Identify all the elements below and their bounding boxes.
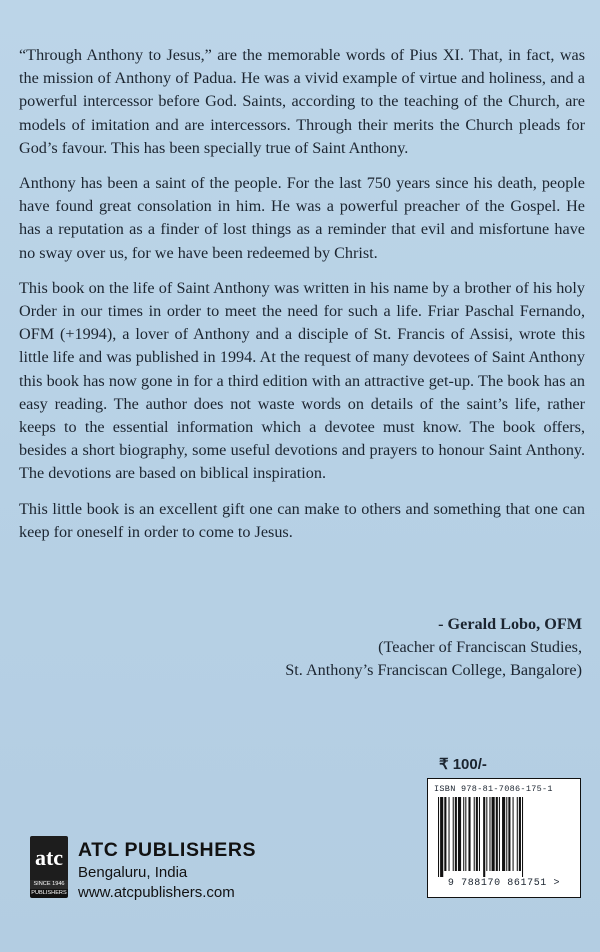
- isbn-barcode: [427, 778, 581, 898]
- signature-title-line-1: (Teacher of Franciscan Studies,: [378, 638, 582, 656]
- barcode-bar: [517, 797, 518, 871]
- paragraph-3: This book on the life of Saint Anthony was written in his name by a brother of his holy Order in our times in order to meet the need for such a life. Friar Paschal Fernando, OFM (+1994), a lover of Anthony and a disciple of St. Francis of Assisi, wrote this little life and was published in 1994. At the request of many devotees of Saint Anthony this book has now gone in for a third edition with an attractive get-up. The book has an easy reading. The author does not waste words on details of the saint’s life, rather keeps to the essential information which a devotee must know. The book offers, besides a short biography, some useful devotions and prayers to honour Saint Anthony. The devotions are based on biblical inspiration.: [19, 278, 585, 483]
- logo-publishers: PUBLISHERS: [31, 890, 67, 896]
- signature-title-line-2: St. Anthony’s Franciscan College, Bangalore): [285, 661, 582, 679]
- barcode-bar: [483, 797, 485, 877]
- barcode-bar: [479, 797, 480, 871]
- paragraph-4: This little book is an excellent gift one can make to others and something that one can keep for oneself in order to come to Jesus.: [19, 499, 585, 541]
- barcode-bar: [506, 797, 507, 871]
- barcode-bar: [499, 797, 500, 871]
- barcode-bar: [476, 797, 478, 871]
- barcode-digits: 9 788170 861751 >: [447, 878, 561, 889]
- barcode-bar: [496, 797, 498, 871]
- barcode-bar: [463, 797, 464, 871]
- barcode-bar: [502, 797, 505, 871]
- paragraph-1: “Through Anthony to Jesus,” are the memorable words of Pius XI. That, in fact, was the mission of Anthony of Padua. He was a vivid example of virtue and holiness, and a powerful intercessor before God. Saints, according to the teaching of the Church, are models of imitation and are intercessors. Through their merits the Church pleads for God’s favour. This has been specially true of Saint Anthony.: [19, 46, 585, 157]
- publisher-name: ATC PUBLISHERS: [78, 839, 257, 861]
- signature-name: - Gerald Lobo, OFM: [438, 615, 582, 633]
- barcode-bar: [444, 797, 446, 871]
- logo-mark: atc: [30, 836, 68, 880]
- barcode-bar: [465, 797, 466, 871]
- barcode-bar: [508, 797, 510, 871]
- barcode-bar: [474, 797, 475, 871]
- barcode-bar: [492, 797, 495, 871]
- publisher-logo: [30, 836, 68, 898]
- signature-block: [285, 613, 582, 682]
- barcode-bar: [513, 797, 514, 871]
- publisher-info: [78, 838, 256, 903]
- blurb-text: [19, 44, 585, 556]
- barcode-bar: [455, 797, 457, 871]
- barcode-bar: [468, 797, 470, 871]
- barcode-bar: [453, 797, 454, 871]
- barcode-bar: [438, 797, 439, 877]
- isbn-number: ISBN 978-81-7086-175-1: [434, 784, 553, 794]
- barcode-bar: [522, 797, 523, 877]
- paragraph-2: Anthony has been a saint of the people. For the last 750 years since his death, people have found great consolation in him. He was a powerful preacher of the Gospel. He has a reputation as a finder of lost things as a reminder that evil and misfortune have no sway over us, for we have been redeemed by Christ.: [19, 174, 585, 262]
- barcode-bar: [449, 797, 450, 871]
- barcode-bar: [440, 797, 443, 877]
- barcode-bar: [458, 797, 461, 871]
- barcode-bar: [486, 797, 487, 871]
- barcode-bar: [519, 797, 521, 871]
- price-label: ₹ 100/-: [439, 756, 487, 773]
- publisher-website: www.atcpublishers.com: [78, 884, 235, 901]
- barcode-bar: [489, 797, 490, 871]
- barcode-bars: [438, 797, 570, 877]
- publisher-city: Bengaluru, India: [78, 864, 188, 881]
- logo-since: SINCE 1946: [30, 880, 68, 889]
